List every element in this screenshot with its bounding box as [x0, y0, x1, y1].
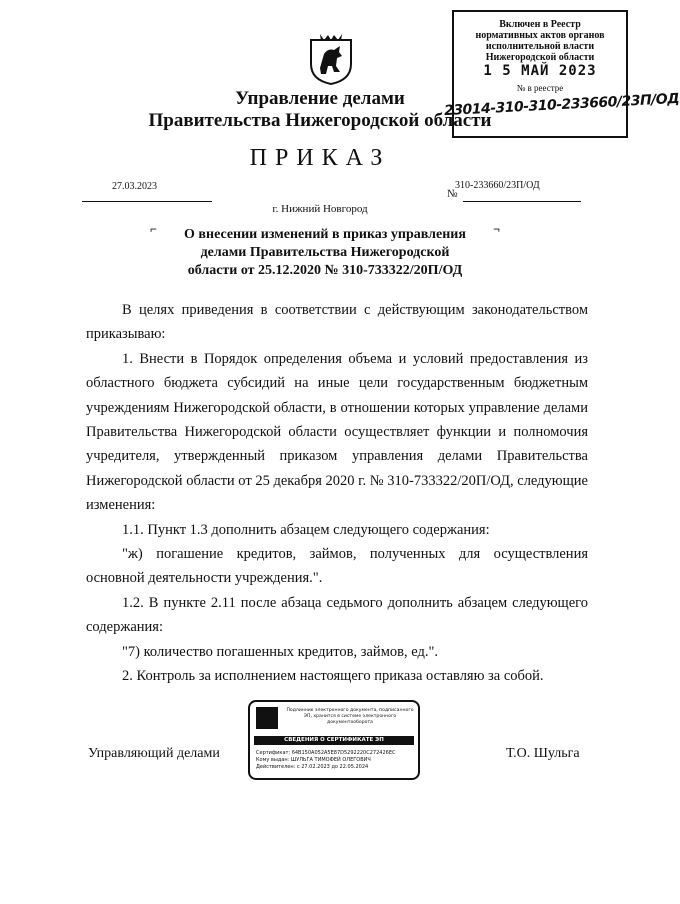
stamp-reg-label: № в реестре	[516, 83, 564, 93]
subject-line: делами Правительства Нижегородской	[200, 245, 450, 260]
paragraph: "7) количество погашенных кредитов, займов, ед.".	[122, 643, 439, 660]
paragraph: В целях приведения в соответствии с действующим законодательством приказываю:	[86, 302, 588, 343]
paragraph: 2. Контроль за исполнением настоящего приказа оставляю за собой.	[122, 668, 544, 685]
stamp-line: Нижегородской области	[485, 52, 595, 63]
document-body	[86, 298, 588, 689]
signer-position: Управляющий делами	[88, 746, 220, 761]
coat-of-arms-icon	[306, 32, 356, 86]
esign-title: СВЕДЕНИЯ О СЕРТИФИКАТЕ ЭП	[254, 736, 414, 745]
document-date: 27.03.2023	[82, 180, 212, 202]
esign-owner: Кому выдан: ШУЛЬГА ТИМОФЕЙ ОЛЕГОВИЧ	[256, 757, 371, 763]
number-label: №	[447, 188, 458, 200]
org-name-line2: Правительства Нижегородской области	[148, 110, 492, 131]
esign-valid: Действителен: с 27.02.2023 до 22.05.2024	[256, 764, 369, 770]
stamp-reg-number: 23014-310-310-233660/23П/ОД	[443, 90, 680, 120]
document-number: 310-233660/23П/ОД	[455, 180, 540, 191]
city: г. Нижний Новгород	[272, 203, 368, 215]
signer-name: Т.О. Шульга	[506, 746, 580, 761]
document-subject: ⌐ ¬ О внесении изменений в приказ управления делами Правительства Нижегородской области от 25.12.2020 № 310-733322/20П/ОД	[150, 222, 500, 278]
subject-line: области от 25.12.2020 № 310-733322/20П/ОД	[187, 263, 463, 278]
org-name-line1: Управление делами	[235, 88, 405, 109]
electronic-signature-stamp	[248, 700, 420, 780]
emblem-icon	[256, 707, 278, 729]
document-type: ПРИКАЗ	[249, 145, 391, 171]
esign-head: Подлинник электронного документа, подписанного ЭП, хранится в системе электронного документооборота	[286, 708, 414, 725]
paragraph: 1.1. Пункт 1.3 дополнить абзацем следующего содержания:	[122, 521, 490, 538]
subject-line: О внесении изменений в приказ управления	[184, 227, 466, 242]
document-number-block	[447, 180, 581, 202]
stamp-line: исполнительной власти	[485, 41, 595, 52]
paragraph: 1.2. В пункте 2.11 после абзаца седьмого дополнить абзацем следующего содержания:	[86, 594, 588, 636]
paragraph: 1. Внести в Порядок определения объема и условий предоставления из областного бюджета субсидий на иные цели государственным бюджетным учреждениям Нижегородской области, в отношении которых управление делами Правительства Нижегородской области осуществляет функции и полномочия учредителя, утвержденный приказом управления делами Правительства Нижегородской области от 25 декабря 2020 г. № 310-733322/20П/ОД, следующие изменения:	[86, 350, 588, 514]
esign-cert: Сертификат: 64B150A052A5E87D5292220C272426EC	[256, 750, 396, 756]
stamp-date: 1 5 МАЙ 2023	[483, 63, 597, 79]
paragraph: "ж) погашение кредитов, займов, полученных для осуществления основной деятельности учреждения.".	[86, 546, 588, 587]
stamp-line: нормативных актов органов	[475, 30, 605, 41]
stamp-line: Включен в Реестр	[499, 19, 581, 30]
